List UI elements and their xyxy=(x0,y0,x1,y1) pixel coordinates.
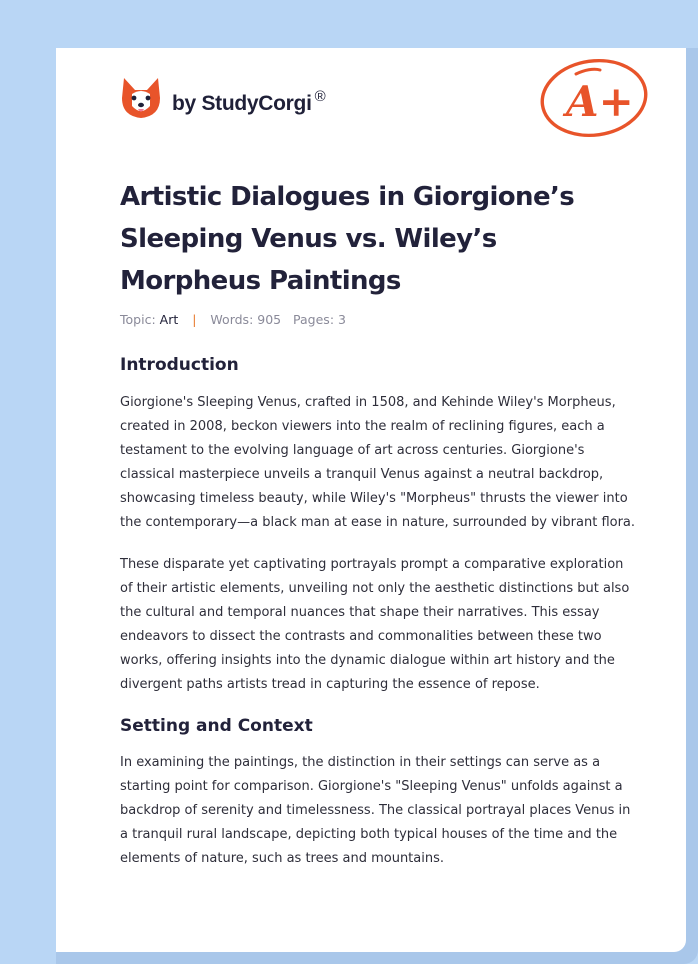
pages-value: 3 xyxy=(338,312,346,327)
article-body xyxy=(120,353,636,871)
meta-separator: | xyxy=(192,312,197,327)
words-value: 905 xyxy=(257,312,282,327)
paragraph: Giorgione's Sleeping Venus, crafted in 1508, and Kehinde Wiley's Morpheus, created in 2008, beckon viewers into the realm of reclining figures, each a testament to the evolving language of art across centuries. Giorgione's classical masterpiece unveils a tranquil Venus against a neutral backdrop, showcasing timeless beauty, while Wiley's "Morpheus" thrusts the viewer into the contemporary—a black man at ease in nature, surrounded by vibrant flora. xyxy=(120,395,636,530)
topic-label: Topic: xyxy=(120,312,156,327)
studycorgi-logo[interactable] xyxy=(120,74,326,124)
brand-name: by StudyCorgi xyxy=(172,92,312,115)
document-page xyxy=(56,48,686,952)
topic-value[interactable]: Art xyxy=(159,312,179,327)
article-title: Artistic Dialogues in Giorgione’s Sleeping Venus vs. Wiley’s Morpheus Paintings xyxy=(120,182,575,296)
section-heading-setting-and-context: Setting and Context xyxy=(120,716,313,736)
registered-mark: ® xyxy=(314,87,326,105)
article-meta xyxy=(120,312,346,327)
grade-text: A+ xyxy=(566,77,634,126)
section-heading-introduction: Introduction xyxy=(120,355,239,375)
words-label: Words: xyxy=(210,312,254,327)
pages-label: Pages: xyxy=(293,312,335,327)
a-plus-grade-badge xyxy=(536,56,652,140)
corgi-icon xyxy=(120,76,162,122)
paragraph: These disparate yet captivating portrayals prompt a comparative exploration of their artistic elements, unveiling not only the aesthetic distinctions but also the cultural and temporal nuances that shape their narratives. This essay endeavors to dissect the contrasts and commonalities between these two works, offering insights into the dynamic dialogue within art history and the divergent paths artists tread in capturing the essence of repose. xyxy=(120,557,630,692)
paragraph: In examining the paintings, the distinction in their settings can serve as a starting point for comparison. Giorgione's "Sleeping Venus" unfolds against a backdrop of serenity and timelessness. The classical portrayal places Venus in a tranquil rural landscape, depicting both typical houses of the time and the elements of nature, such as trees and mountains. xyxy=(120,755,631,866)
